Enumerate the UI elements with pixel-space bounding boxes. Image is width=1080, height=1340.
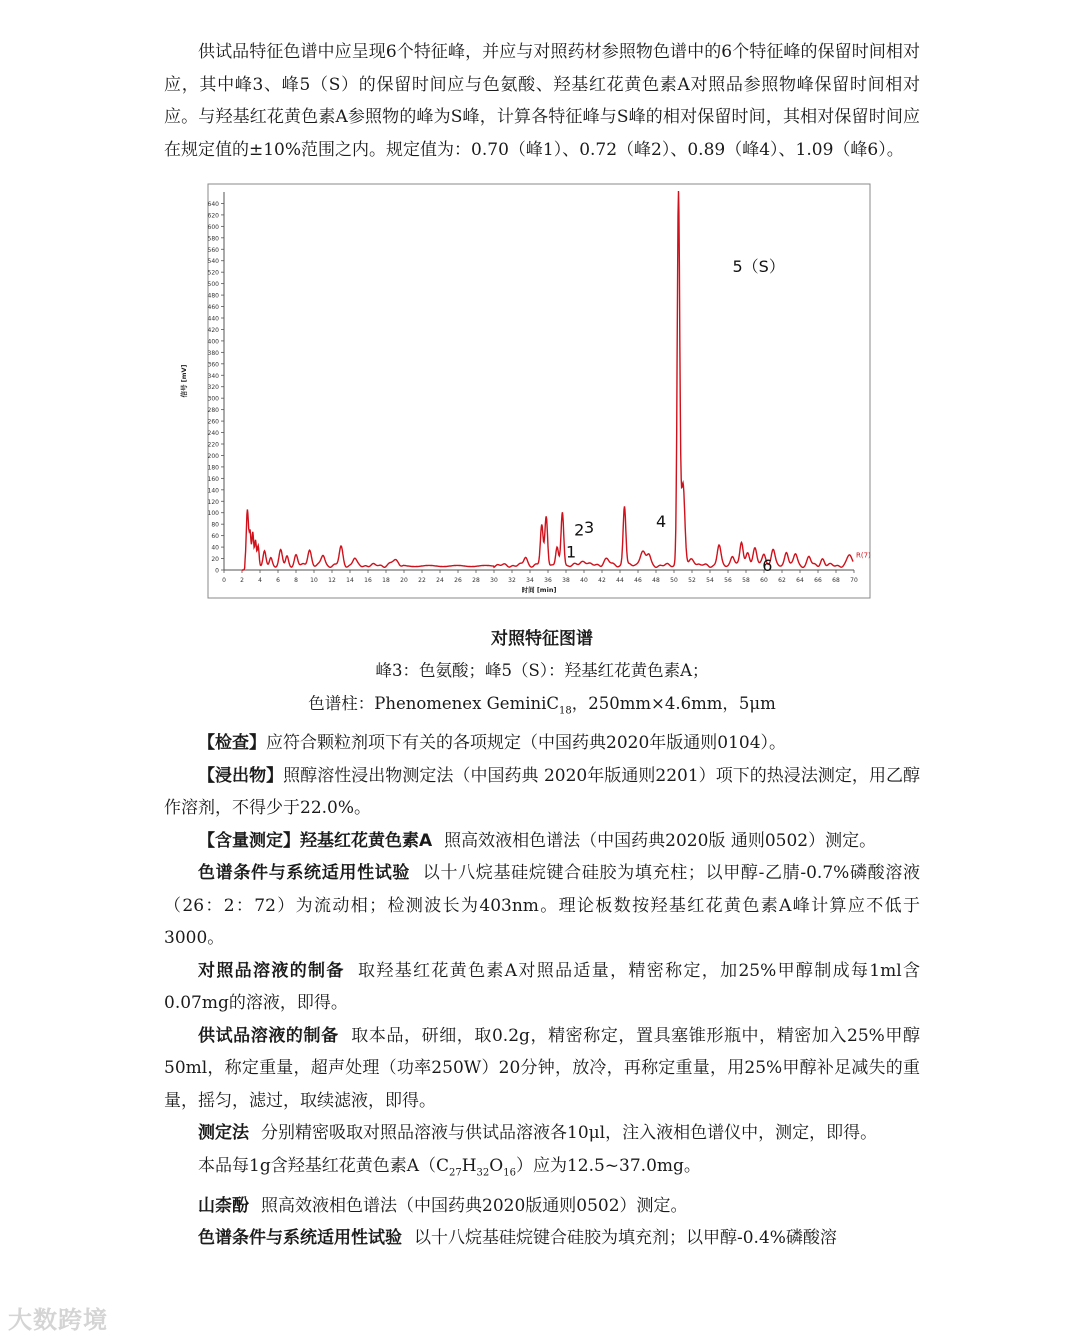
sample-paragraph <box>164 1020 920 1118</box>
caption-column <box>164 687 920 727</box>
x-tick-label: 58 <box>742 577 750 584</box>
x-tick-label: 10 <box>310 577 318 584</box>
x-tick-label: 28 <box>472 577 480 584</box>
assay-text: 照高效液相色谱法（中国药典2020版 通则0502）测定。 <box>444 830 877 851</box>
method-heading: 测定法 <box>198 1123 249 1144</box>
y-tick-label: 580 <box>207 235 219 243</box>
caption-column-sub: 18 <box>559 705 572 717</box>
y-axis-label: 信号 [mV] <box>180 364 188 398</box>
content-o: O <box>489 1155 504 1176</box>
x-tick-label: 20 <box>400 577 408 584</box>
y-tick-label: 80 <box>211 521 219 529</box>
x-tick-label: 6 <box>276 577 280 584</box>
y-tick-label: 0 <box>215 567 219 575</box>
y-tick-label: 160 <box>207 475 219 483</box>
watermark-logo: 大数跨境 <box>8 1306 108 1334</box>
y-tick-label: 180 <box>207 464 219 472</box>
extract-text: 照醇溶性浸出物测定法（中国药典 2020年版通则2201）项下的热浸法测定，用乙醇作溶剂，不得少于22.0%。 <box>164 765 920 819</box>
chrom2-heading: 色谱条件与系统适用性试验 <box>198 1228 402 1249</box>
y-tick-label: 360 <box>207 361 219 369</box>
y-tick-label: 60 <box>211 533 219 541</box>
extract-heading: 【浸出物】 <box>198 765 284 786</box>
y-tick-label: 440 <box>207 315 219 323</box>
y-tick-label: 340 <box>207 372 219 380</box>
kaempferol-paragraph <box>164 1190 920 1223</box>
content-paragraph <box>164 1150 920 1190</box>
x-tick-label: 52 <box>688 577 696 584</box>
y-tick-label: 500 <box>207 281 219 289</box>
chrom2-text: 以十八烷基硅烷键合硅胶为填充剂；以甲醇-0.4%磷酸溶 <box>414 1228 837 1249</box>
x-tick-label: 32 <box>508 577 516 584</box>
content-suffix: ）应为12.5~37.0mg。 <box>515 1155 701 1176</box>
x-tick-label: 40 <box>580 577 588 584</box>
peak-label: 6 <box>762 556 773 576</box>
content-sub-o: 16 <box>503 1167 516 1179</box>
assay-heading: 【含量测定】羟基红花黄色素A <box>198 830 433 851</box>
chromatogram-chart <box>164 178 920 618</box>
y-tick-label: 420 <box>207 326 219 334</box>
y-tick-label: 600 <box>207 223 219 231</box>
kaempferol-text: 照高效液相色谱法（中国药典2020版通则0502）测定。 <box>261 1195 688 1216</box>
x-tick-label: 26 <box>454 577 462 584</box>
y-tick-label: 200 <box>207 452 219 460</box>
y-tick-label: 640 <box>207 200 219 208</box>
method-text: 分别精密吸取对照品溶液与供试品溶液各10μl，注入液相色谱仪中，测定，即得。 <box>261 1123 878 1144</box>
ref-text: 取羟基红花黄色素A对照品适量，精密称定，加25%甲醇制成每1ml含0.07mg的溶液，即得。 <box>164 960 920 1014</box>
sample-text: 取本品，研细，取0.2g，精密称定，置具塞锥形瓶中，精密加入25%甲醇50ml，称定重量，超声处理（功率250W）20分钟，放冷，再称定重量，用25%甲醇补足减失的重量，摇匀，滤过，取续滤液，即得。 <box>164 1025 921 1111</box>
y-tick-label: 300 <box>207 395 219 403</box>
x-tick-label: 48 <box>652 577 660 584</box>
y-tick-label: 20 <box>211 556 219 564</box>
x-tick-label: 36 <box>544 577 552 584</box>
method-paragraph <box>164 1117 920 1150</box>
ref-heading: 对照品溶液的制备 <box>198 960 345 981</box>
x-tick-label: 62 <box>778 577 786 584</box>
sample-heading: 供试品溶液的制备 <box>198 1025 339 1046</box>
caption-column-suffix: ，250mm×4.6mm，5μm <box>571 694 776 713</box>
x-tick-label: 46 <box>634 577 642 584</box>
y-tick-label: 260 <box>207 418 219 426</box>
content-h: H <box>461 1155 477 1176</box>
extract-paragraph <box>164 760 920 825</box>
peak-label: 3 <box>584 517 595 537</box>
check-text: 应符合颗粒剂项下有关的各项规定（中国药典2020年版通则0104）。 <box>266 733 787 754</box>
y-tick-label: 120 <box>207 498 219 506</box>
x-tick-label: 44 <box>616 577 624 584</box>
x-tick-label: 24 <box>436 577 444 584</box>
y-tick-label: 560 <box>207 246 219 254</box>
x-tick-label: 18 <box>382 577 390 584</box>
y-tick-label: 220 <box>207 441 219 449</box>
ref-paragraph <box>164 955 920 1020</box>
peak-label: 2 <box>574 520 585 540</box>
y-tick-label: 460 <box>207 304 219 312</box>
intro-paragraph: 供试品特征色谱中应呈现6个特征峰，并应与对照药材参照物色谱中的6个特征峰的保留时间相对应，其中峰3、峰5（S）的保留时间应与色氨酸、羟基红花黄色素A对照品参照物峰保留时间相对应。与羟基红花黄色素A参照物的峰为S峰，计算各特征峰与S峰的相对保留时间，其相对保留时间应在规定值的±10%范围之内。规定值为：0.70（峰1）、0.72（峰2）、0.89（峰4）、1.09（峰6）。 <box>164 42 920 160</box>
x-tick-label: 34 <box>526 577 534 584</box>
x-tick-label: 22 <box>418 577 426 584</box>
x-tick-label: 30 <box>490 577 498 584</box>
chrom-text: 以十八烷基硅烷键合硅胶为填充柱；以甲醇-乙腈-0.7%磷酸溶液（26：2：72）为流动相；检测波长为403nm。理论板数按羟基红花黄色素A峰计算应不低于3000。 <box>164 863 921 949</box>
x-tick-label: 4 <box>258 577 262 584</box>
check-paragraph <box>164 727 920 760</box>
check-heading: 【检查】 <box>198 733 266 754</box>
x-tick-label: 42 <box>598 577 606 584</box>
y-tick-label: 140 <box>207 487 219 495</box>
x-axis-label: 时间 [min] <box>521 586 557 594</box>
x-tick-label: 60 <box>760 577 768 584</box>
x-tick-label: 12 <box>328 577 336 584</box>
x-tick-label: 50 <box>670 577 678 584</box>
x-tick-label: 2 <box>240 577 244 584</box>
x-tick-label: 66 <box>814 577 822 584</box>
chrom-paragraph <box>164 857 920 955</box>
caption-peaks: 峰3：色氨酸；峰5（S）：羟基红花黄色素A； <box>375 661 709 680</box>
content-sub-c: 27 <box>448 1167 462 1179</box>
x-tick-label: 38 <box>562 577 570 584</box>
y-tick-label: 540 <box>207 258 219 266</box>
document-page <box>164 36 920 1255</box>
chromatogram-figure <box>164 178 920 618</box>
y-tick-label: 100 <box>207 510 219 518</box>
y-tick-label: 620 <box>207 212 219 220</box>
chrom-heading: 色谱条件与系统适用性试验 <box>198 863 411 884</box>
figure-caption: 对照特征图谱 <box>491 629 593 649</box>
y-tick-label: 320 <box>207 384 219 392</box>
y-tick-label: 520 <box>207 269 219 277</box>
x-tick-label: 70 <box>850 577 858 584</box>
y-tick-label: 240 <box>207 430 219 438</box>
content-prefix: 本品每1g含羟基红花黄色素A（C <box>198 1155 449 1176</box>
x-tick-label: 14 <box>346 577 354 584</box>
x-tick-label: 0 <box>222 577 226 584</box>
x-tick-label: 56 <box>724 577 732 584</box>
peak-label: 5（S） <box>732 257 785 277</box>
trace-label: R(7) <box>856 551 871 560</box>
kaempferol-heading: 山柰酚 <box>198 1195 249 1216</box>
content-sub-h: 32 <box>476 1167 490 1179</box>
assay-paragraph <box>164 825 920 858</box>
plot-frame <box>208 184 870 598</box>
chrom2-paragraph <box>164 1222 920 1255</box>
x-tick-label: 68 <box>832 577 840 584</box>
x-tick-label: 8 <box>294 577 298 584</box>
y-tick-label: 400 <box>207 338 219 346</box>
x-tick-label: 64 <box>796 577 804 584</box>
y-tick-label: 40 <box>211 544 219 552</box>
caption-column-prefix: 色谱柱：Phenomenex GeminiC <box>308 694 560 713</box>
x-tick-label: 16 <box>364 577 372 584</box>
peak-label: 1 <box>566 542 577 562</box>
x-tick-label: 54 <box>706 577 714 584</box>
y-tick-label: 380 <box>207 349 219 357</box>
y-tick-label: 480 <box>207 292 219 300</box>
peak-label: 4 <box>656 512 667 532</box>
y-tick-label: 280 <box>207 407 219 415</box>
